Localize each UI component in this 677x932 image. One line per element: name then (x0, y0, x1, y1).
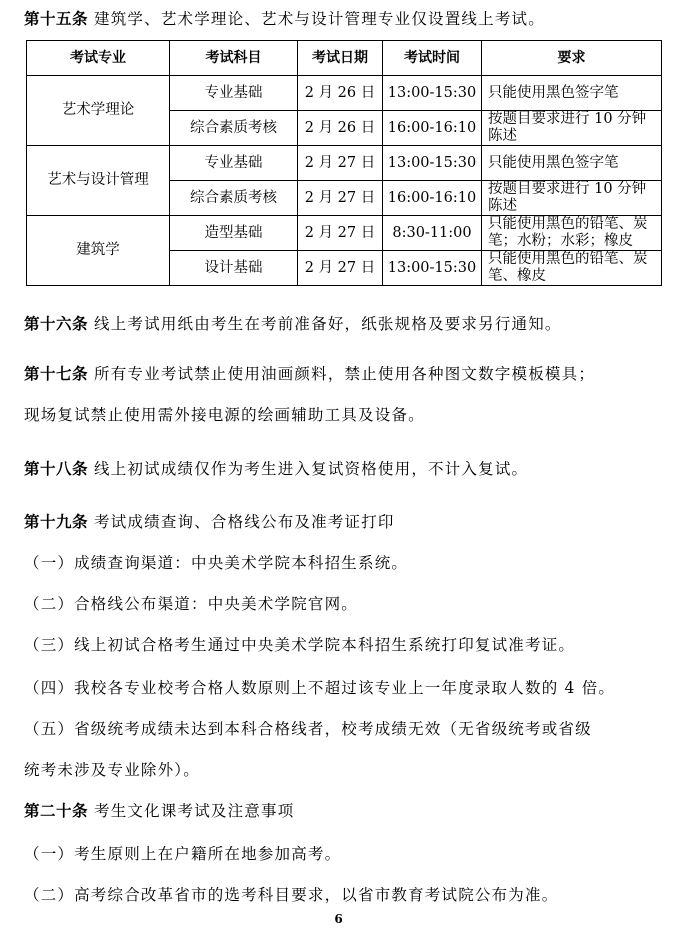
table-header-row (27, 41, 662, 76)
article-text: 考试成绩查询、合格线公布及准考证打印 (94, 513, 395, 531)
table-row (27, 76, 662, 111)
requirement-cell: 只能使用黑色签字笔 (482, 76, 662, 111)
table-row (27, 216, 662, 251)
date-cell: 2 月 27 日 (298, 216, 383, 251)
article-16 (24, 313, 664, 335)
list-item: （一）考生原则上在户籍所在地参加高考。 (24, 845, 342, 863)
time-cell: 13:00-15:30 (383, 251, 482, 286)
article-label: 第十六条 (24, 315, 89, 333)
requirement-cell: 按题目要求进行 10 分钟陈述 (482, 181, 662, 216)
article-20 (24, 800, 664, 822)
header-date: 考试日期 (298, 41, 383, 76)
header-major: 考试专业 (27, 41, 170, 76)
date-cell: 2 月 27 日 (298, 251, 383, 286)
major-cell: 艺术与设计管理 (27, 146, 170, 216)
exam-schedule-table (26, 40, 662, 286)
article-text: 线上考试用纸由考生在考前准备好，纸张规格及要求另行通知。 (94, 315, 562, 333)
subject-cell: 专业基础 (170, 146, 298, 181)
major-cell: 建筑学 (27, 216, 170, 286)
time-cell: 13:00-15:30 (383, 146, 482, 181)
article-text: 考生文化课考试及注意事项 (94, 802, 295, 820)
list-item: （五）省级统考成绩未达到本科合格线者，校考成绩无效（无省级统考或省级 (24, 720, 592, 738)
major-cell: 艺术学理论 (27, 76, 170, 146)
article-text: 现场复试禁止使用需外接电源的绘画辅助工具及设备。 (24, 406, 425, 424)
list-item: 统考未涉及专业除外）。 (24, 761, 200, 779)
list-item: （三）线上初试合格考生通过中央美术学院本科招生系统打印复试准考证。 (24, 636, 576, 654)
list-item: （二）合格线公布渠道：中央美术学院官网。 (24, 595, 359, 613)
article-label: 第十九条 (24, 513, 89, 531)
header-requirement: 要求 (482, 41, 662, 76)
article-19 (24, 511, 664, 533)
time-cell: 16:00-16:10 (383, 111, 482, 146)
table-row (27, 146, 662, 181)
header-subject: 考试科目 (170, 41, 298, 76)
header-time: 考试时间 (383, 41, 482, 76)
subject-cell: 综合素质考核 (170, 111, 298, 146)
requirement-cell: 只能使用黑色的铅笔、炭笔、橡皮 (482, 251, 662, 286)
subject-cell: 造型基础 (170, 216, 298, 251)
subject-cell: 综合素质考核 (170, 181, 298, 216)
list-item: （四）我校各专业校考合格人数原则上不超过该专业上一年度录取人数的 4 倍。 (24, 679, 616, 697)
article-18 (24, 458, 664, 480)
article-label: 第十八条 (24, 460, 89, 478)
requirement-cell: 只能使用黑色签字笔 (482, 146, 662, 181)
date-cell: 2 月 27 日 (298, 146, 383, 181)
article-text: 所有专业考试禁止使用油画颜料，禁止使用各种图文数字模板模具； (94, 365, 596, 383)
time-cell: 13:00-15:30 (383, 76, 482, 111)
article-label: 第二十条 (24, 802, 89, 820)
subject-cell: 设计基础 (170, 251, 298, 286)
article-label: 第十七条 (24, 365, 89, 383)
date-cell: 2 月 26 日 (298, 111, 383, 146)
requirement-cell: 按题目要求进行 10 分钟陈述 (482, 111, 662, 146)
article-17-continued (24, 404, 664, 426)
time-cell: 16:00-16:10 (383, 181, 482, 216)
article-15 (24, 8, 664, 30)
article-text: 线上初试成绩仅作为考生进入复试资格使用，不计入复试。 (94, 460, 529, 478)
date-cell: 2 月 27 日 (298, 181, 383, 216)
requirement-cell: 只能使用黑色的铅笔、炭笔；水粉；水彩；橡皮 (482, 216, 662, 251)
list-item: （二）高考综合改革省市的选考科目要求，以省市教育考试院公布为准。 (24, 886, 559, 904)
article-17 (24, 363, 664, 385)
date-cell: 2 月 26 日 (298, 76, 383, 111)
article-label: 第十五条 (24, 10, 89, 28)
page-number: 6 (334, 912, 343, 926)
subject-cell: 专业基础 (170, 76, 298, 111)
time-cell: 8:30-11:00 (383, 216, 482, 251)
article-text: 建筑学、艺术学理论、艺术与设计管理专业仅设置线上考试。 (94, 10, 545, 28)
list-item: （一）成绩查询渠道：中央美术学院本科招生系统。 (24, 554, 409, 572)
